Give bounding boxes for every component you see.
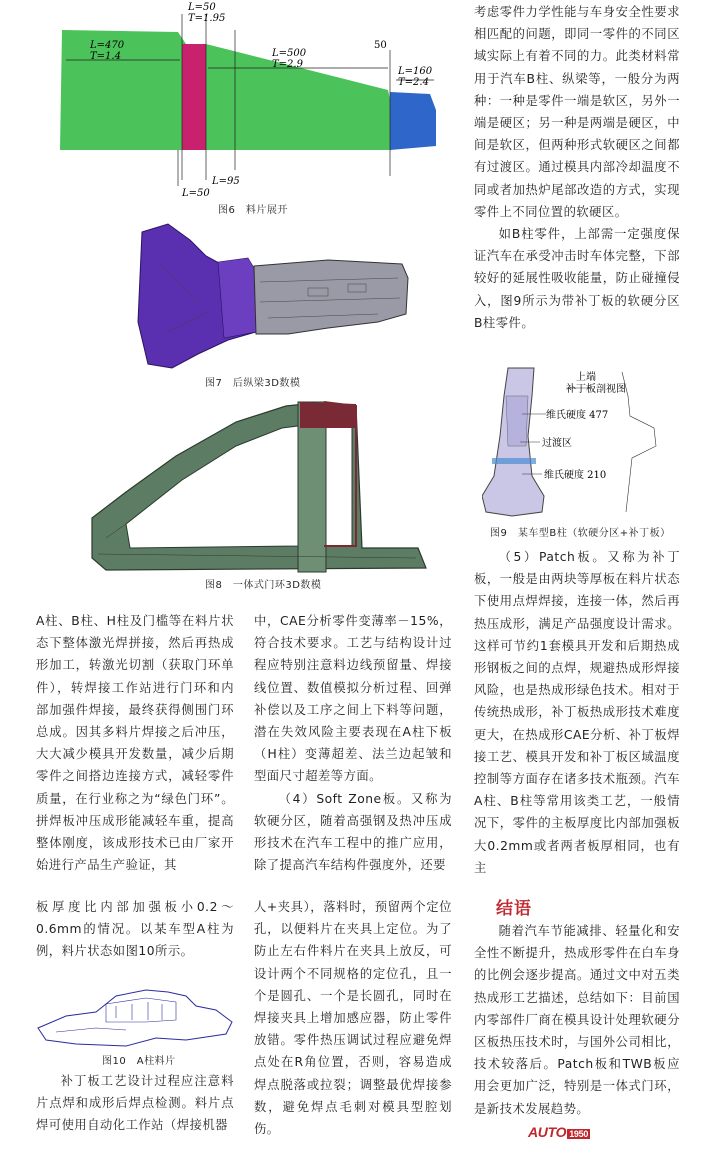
fig6-label-seg2: L=50 — [188, 2, 216, 13]
fig9-label-transition: 过渡区 — [542, 438, 572, 449]
figure-7-rear-rail-model — [128, 222, 412, 372]
figure-10-a-pillar-blank — [36, 988, 236, 1050]
paragraph: 中，CAE分析零件变薄率－15%，符合技术要求。工艺与结构设计过程应特别注意料边线预留量、焊接线位置、数值模拟分析过程、回弹补偿以及工序之间上下料等问题，潜在失效风险主要表现在A柱下板（H柱）变薄超差、法兰边起皱和型面尺寸超差等方面。 — [254, 614, 452, 784]
paragraph: 随着汽车节能减排、轻量化和安全性不断提升，热成形零件在白车身的比例会逐步提高。通过文中对五类热成形工艺描述，总结如下：目前国内零部件厂商在模具设计处理软硬分区板热压技术时，与国外公司相比，技术较落后。Patch板和TWB板应用会更加广泛，特别是一体式门环，是新技术发展趋势。 — [474, 924, 680, 1116]
paragraph: 考虑零件力学性能与车身安全性要求相匹配的问题，即同一零件的不同区域实际上有着不同的力。此类材料常用于汽车B柱、纵梁等，一般分为两种：一种是零件一端是软区，另外一端是硬区；另一种是两端是硬区，中间是软区，但两种形式软硬区之间都有过渡区。通过模具内部冷却温度不同或者加热炉尾部改造的方式，实现零件上不同位置的软硬区。 — [474, 5, 680, 219]
fig6-label-seg5t: T=2.4 — [398, 77, 429, 88]
fig9-label-soft: 维氏硬度 210 — [544, 470, 607, 481]
fig8-caption: 图8 一体式门环3D数模 — [205, 580, 322, 591]
fig9-label-top: 上端 — [576, 372, 596, 383]
auto1950-logo — [528, 1124, 590, 1140]
figure-8-door-ring-model — [86, 398, 436, 576]
conclusion-body — [474, 920, 680, 1120]
paragraph: 人+夹具），落料时，预留两个定位孔，以便料片在夹具上定位。为了防止左右件料片在夹具上放反，可设计两个不同规格的定位孔，且一个是圆孔、一个是长圆孔，同时在焊接夹具上增加感应器，防止零件放错。零件热压调试过程应避免焊点处在R角位置，否则，容易造成焊点脱落或拉裂；调整最优焊接参数，避免焊点毛刺对模具型腔划伤。 — [254, 900, 452, 1137]
conclusion-heading: 结语 — [496, 899, 532, 919]
logo-sub: 1950 — [569, 1129, 589, 1139]
fig6-label-seg5: L=160 — [398, 66, 433, 77]
fig6-label-seg4: 50 — [374, 40, 387, 51]
fig6-label-seg1t: T=1.4 — [90, 51, 121, 62]
fig6-label-seg3t: T=2.9 — [272, 59, 303, 70]
fig6-label-dim-a: L=50 — [182, 188, 210, 199]
fig7-caption: 图7 后纵梁3D数模 — [205, 378, 301, 389]
column-2-bottom — [254, 896, 452, 1140]
figure-9-b-pillar — [482, 366, 682, 522]
fig6-caption: 图6 料片展开 — [218, 205, 288, 216]
column-1-bottom-2 — [36, 1070, 234, 1137]
paragraph: A柱、B柱、H柱及门槛等在料片状态下整体激光焊拼接，然后再热成形加工，转激光切割（获取门环单件），转焊接工作站进行门环和内部加强件焊接，最终获得侧围门环总成。因其多料片焊接之后冲压，大大减少模具开发数量，减少后期零件之间搭边连接方式，减轻零件质量，在行业称之为“绿色门环”。拼焊板冲压成形能减轻车重，提高整体刚度，该成形技术已由厂家开始进行产品生产验证，其 — [36, 614, 234, 873]
logo-text: AUTO — [528, 1124, 567, 1140]
paragraph: 补丁板工艺设计过程应注意料片点焊和成形后焊点检测。料片点焊可使用自动化工作站（焊接机器 — [36, 1074, 234, 1133]
column-1-mid — [36, 610, 234, 876]
column-3-top — [474, 1, 680, 334]
fig9-label-section: 补丁板剖视图 — [566, 384, 626, 395]
fig6-label-dim-b: L=95 — [212, 176, 240, 187]
paragraph: 如B柱零件，上部需一定强度保证汽车在承受冲击时车体完整，下部较好的延展性吸收能量，防止碰撞侵入，图9所示为带补丁板的软硬分区B柱零件。 — [474, 227, 680, 330]
paragraph: （5）Patch板。又称为补丁板，一般是由两块等厚板在料片状态下使用点焊焊接，连接一体，然后再热压成形，满足产品强度设计需求。这样可节约1套模具开发和后期热成形钢板之间的点焊，规避热成形焊接风险，也是热成形绿色技术。相对于传统热成形，补丁板热成形技术难度更大，在热成形CAE分析、补丁板焊接工艺、模具开发和补丁板区域温度控制等方面存在诸多技术瓶颈。汽车A柱、B柱等常用该类工艺，一般情况下，零件的主板厚度比内部加强板大0.2mm或者两者板厚相同，也有主 — [474, 550, 680, 875]
fig6-label-seg1: L=470 — [90, 40, 125, 51]
blank-magenta-region — [182, 44, 206, 150]
fig6-label-seg2t: T=1.95 — [188, 13, 226, 24]
column-3-mid — [474, 546, 680, 879]
fig9-label-hard: 维氏硬度 477 — [546, 410, 609, 421]
paragraph: 板厚度比内部加强板小0.2～0.6mm的情况。以某车型A柱为例，料片状态如图10所示。 — [36, 900, 234, 959]
blank-blue-region — [390, 92, 436, 150]
fig10-caption: 图10 A柱料片 — [102, 1056, 176, 1067]
column-1-bottom — [36, 896, 234, 963]
figure-6-blank-layout — [60, 0, 440, 200]
column-2-mid — [254, 610, 452, 876]
fig9-caption: 图9 某车型B柱（软硬分区+补丁板） — [490, 528, 671, 539]
paragraph: （4）Soft Zone板。又称为软硬分区，随着高强钢及热冲压成形技术在汽车工程中的推广应用，除了提高汽车结构件强度外，还要 — [254, 791, 452, 873]
fig6-label-seg3: L=500 — [272, 48, 307, 59]
